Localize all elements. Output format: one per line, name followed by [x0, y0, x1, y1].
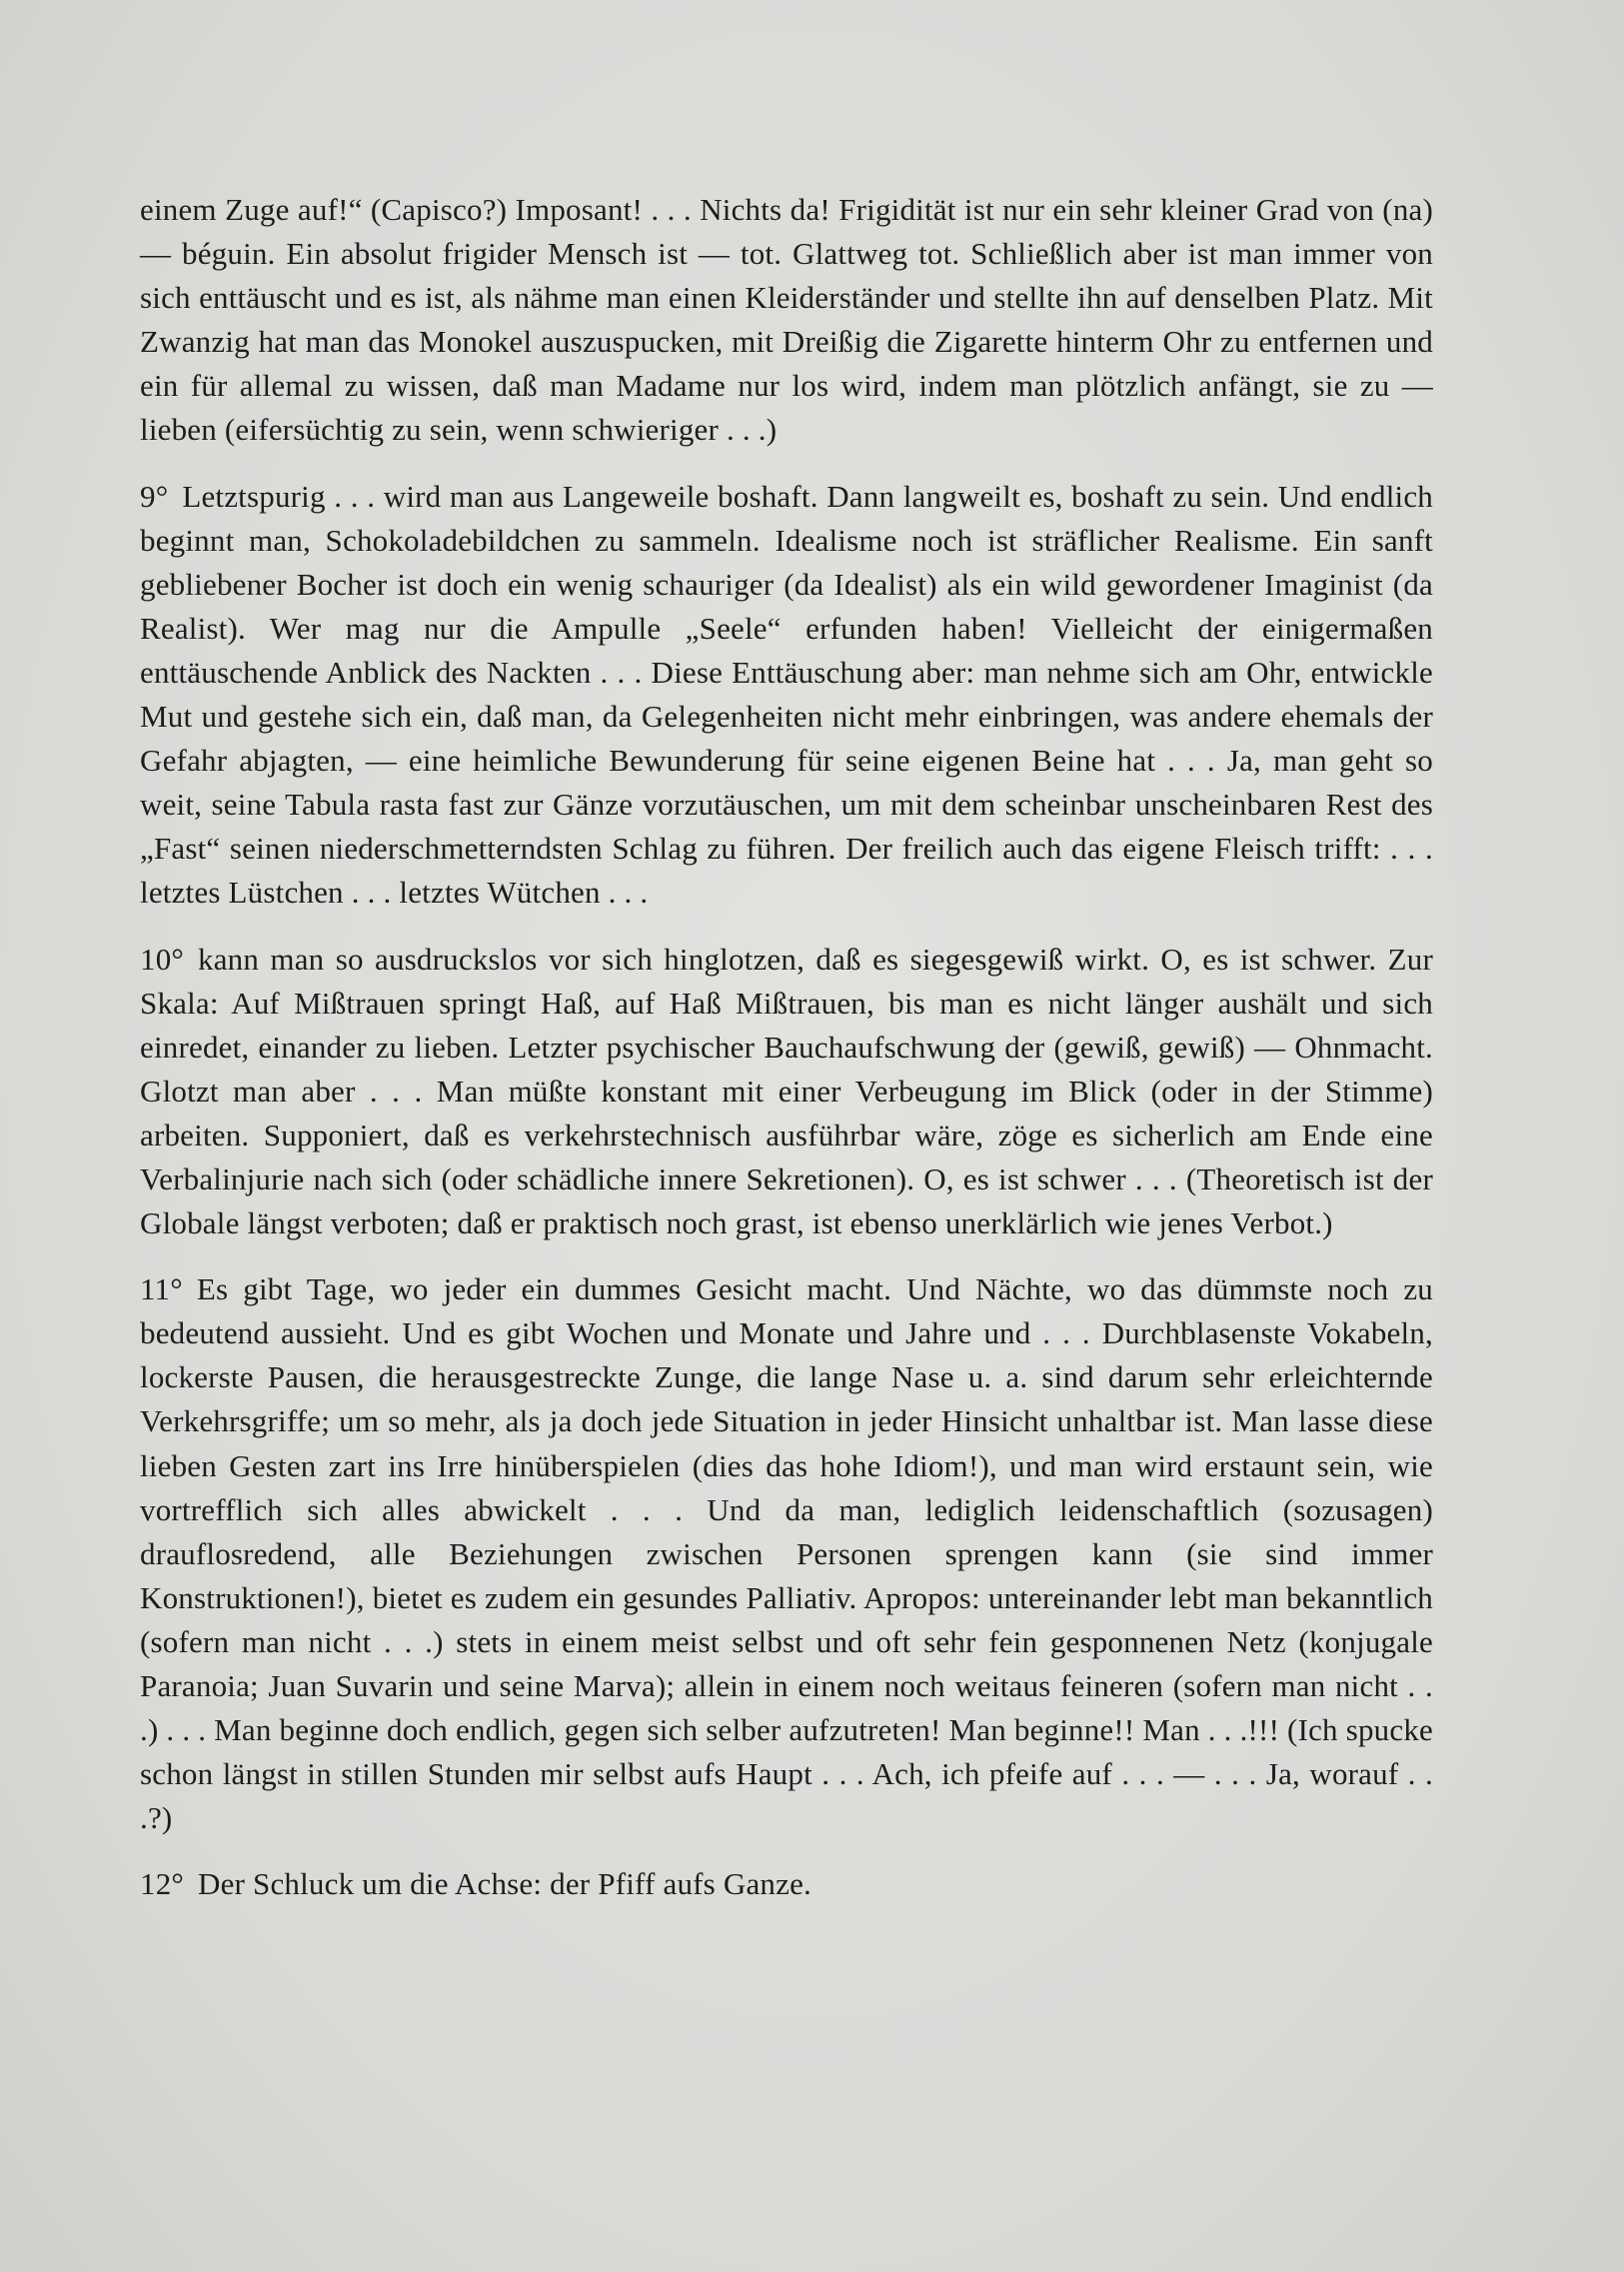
paragraph-number: 11° — [140, 1271, 183, 1307]
paragraph-number: 9° — [140, 478, 169, 514]
text-block — [140, 188, 1433, 1928]
paragraph-8-continuation — [140, 188, 1433, 453]
paragraph-10 — [140, 938, 1433, 1246]
paragraph-text: kann man so ausdruckslos vor sich hinglotzen, daß es siegesgewiß wirkt. O, es ist schwer. Zur Skala: Auf Mißtrauen springt Haß, auf Haß Mißtrauen, bis man es nicht länger aushält und sich einredet, einander zu lieben. Letzter psychischer Bauchaufschwung der (gewiß, gewiß) — Ohnmacht. Glotzt man aber . . . Man müßte konstant mit einer Verbeugung im Blick (oder in der Stimme) arbeiten. Supponiert, daß es verkehrstechnisch ausführbar wäre, zöge es sicherlich am Ende eine Verbalinjurie nach sich (oder schädliche innere Sekretionen). O, es ist schwer . . . (Theoretisch ist der Globale längst verboten; daß er praktisch noch grast, ist ebenso unerklärlich wie jenes Verbot.) — [140, 941, 1433, 1241]
paragraph-text: Letztspurig . . . wird man aus Langeweile boshaft. Dann langweilt es, boshaft zu sein. Und endlich beginnt man, Schokoladebildchen zu sammeln. Idealisme noch ist sträflicher Realisme. Ein sanft gebliebener Bocher ist doch ein wenig schauriger (da Idealist) als ein wild gewordener Imaginist (da Realist). Wer mag nur die Ampulle „Seele“ erfunden haben! Vielleicht der einigermaßen enttäuschende Anblick des Nackten . . . Diese Enttäuschung aber: man nehme sich am Ohr, entwickle Mut und gestehe sich ein, daß man, da Gelegenheiten nicht mehr einbringen, was andere ehemals der Gefahr abjagten, — eine heimliche Bewunderung für seine eigenen Beine hat . . . Ja, man geht so weit, seine Tabula rasta fast zur Gänze vorzutäuschen, um mit dem scheinbar unscheinbaren Rest des „Fast“ seinen niederschmetterndsten Schlag zu führen. Der freilich auch das eigene Fleisch trifft: . . . letztes Lüstchen . . . letztes Wütchen . . . — [140, 478, 1433, 911]
paragraph-number: 10° — [140, 941, 184, 977]
paragraph-number: 12° — [140, 1866, 184, 1902]
paragraph-text: Es gibt Tage, wo jeder ein dummes Gesicht macht. Und Nächte, wo das dümmste noch zu bedeutend aussieht. Und es gibt Wochen und Monate und Jahre und . . . Durchblasenste Vokabeln, lockerste Pausen, die herausgestreckte Zunge, die lange Nase u. a. sind darum sehr erleichternde Verkehrsgriffe; um so mehr, als ja doch jede Situation in jeder Hinsicht unhaltbar ist. Man lasse diese lieben Gesten zart ins Irre hinüberspielen (dies das hohe Idiom!), und man wird erstaunt sein, wie vortrefflich sich alles abwickelt . . . Und da man, lediglich leidenschaftlich (sozusagen) drauflosredend, alle Beziehungen zwischen Personen sprengen kann (sie sind immer Konstruktionen!), bietet es zudem ein gesundes Palliativ. Apropos: untereinander lebt man bekanntlich (sofern man nicht . . .) stets in einem meist selbst und oft sehr fein gesponnenen Netz (konjugale Paranoia; Juan Suvarin und seine Marva); allein in einem noch weitaus feineren (sofern man nicht . . .) . . . Man beginne doch endlich, gegen sich selber aufzutreten! Man beginne!! Man . . .!!! (Ich spucke schon längst in stillen Stunden mir selbst aufs Haupt . . . Ach, ich pfeife auf . . . — . . . Ja, worauf . . .?) — [140, 1271, 1433, 1836]
paragraph-text: Der Schluck um die Achse: der Pfiff aufs Ganze. — [198, 1866, 812, 1902]
paragraph-text: einem Zuge auf!“ (Capisco?) Imposant! . . . Nichts da! Frigidität ist nur ein sehr kleiner Grad von (na) — béguin. Ein absolut frigider Mensch ist — tot. Glattweg tot. Schließlich aber ist man immer von sich enttäuscht und es ist, als nähme man einen Kleiderständer und stellte ihn auf denselben Platz. Mit Zwanzig hat man das Monokel auszuspucken, mit Dreißig die Zigarette hinterm Ohr zu entfernen und ein für allemal zu wissen, daß man Madame nur los wird, indem man plötzlich anfängt, sie zu — lieben (eifersüchtig zu sein, wenn schwieriger . . .) — [140, 192, 1433, 448]
paragraph-9 — [140, 475, 1433, 916]
paragraph-12 — [140, 1862, 1433, 1906]
paragraph-11 — [140, 1267, 1433, 1840]
